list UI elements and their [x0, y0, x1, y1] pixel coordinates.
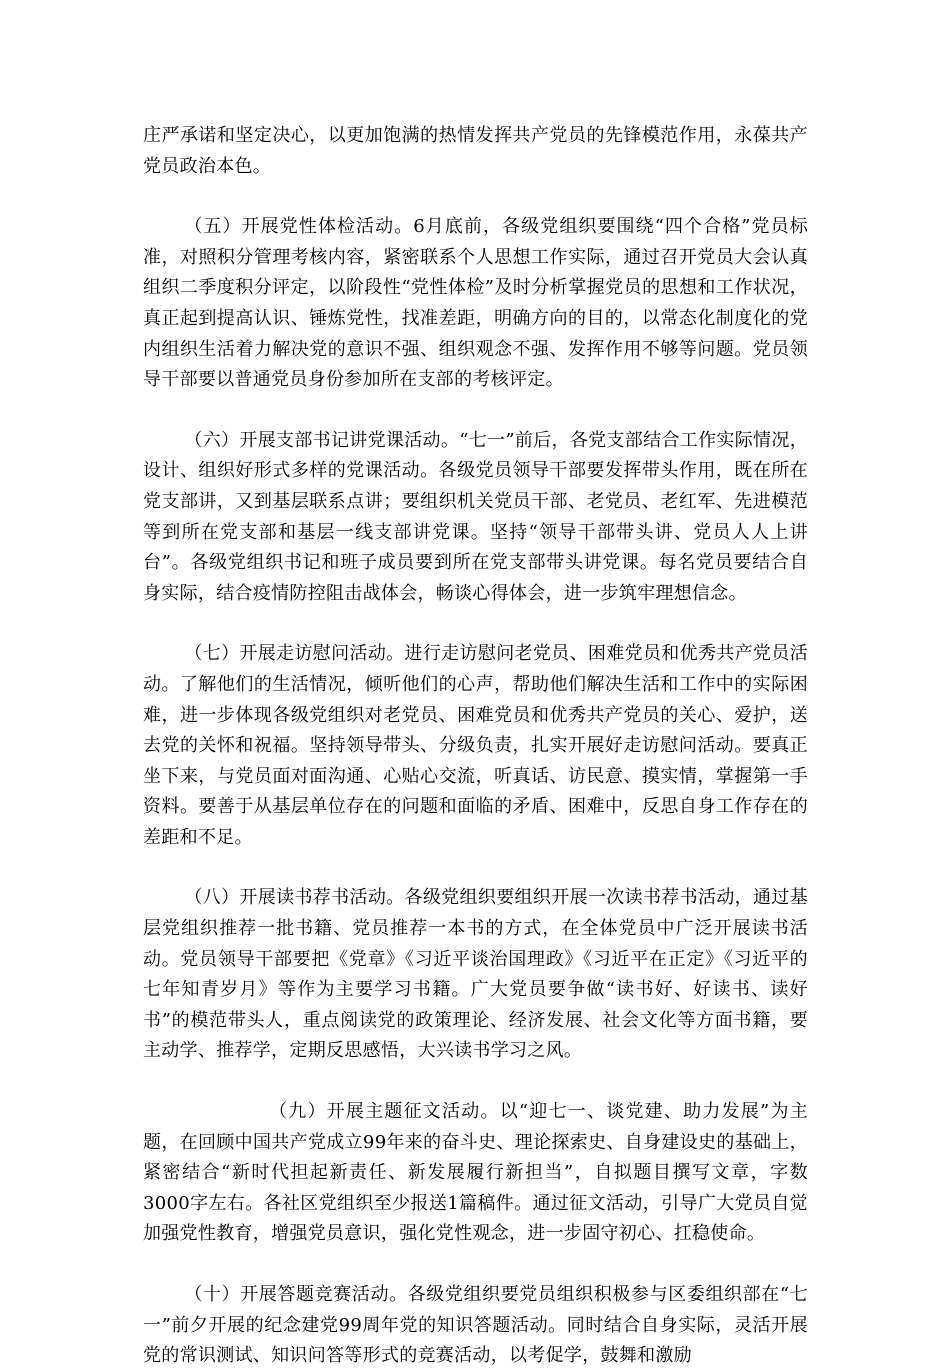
paragraph-section-10: （十）开展答题竞赛活动。各级党组织要党员组织积极参与区委组织部在“七一”前夕开展的纪念建党99周年党的知识答题活动。同时结合自身实际，灵活开展党的常识测试、知识问答等形式的竞赛活动，以考促学，鼓舞和激励	[143, 1284, 808, 1367]
document-body	[143, 121, 808, 1372]
paragraph-continuation: 庄严承诺和坚定决心，以更加饱满的热情发挥共产党员的先锋模范作用，永葆共产党员政治本色。	[143, 125, 808, 177]
paragraph-section-9: （九）开展主题征文活动。以“迎七一、谈党建、助力发展”为主题，在回顾中国共产党成立99年来的奋斗史、理论探索史、自身建设史的基础上，紧密结合“新时代担起新责任、新发展履行新担当”，自拟题目撰写文章，字数3000字左右。各社区党组织至少报送1篇稿件。通过征文活动，引导广大党员自觉加强党性教育，增强党员意识，强化党性观念，进一步固守初心、扛稳使命。	[143, 1101, 808, 1245]
paragraph-section-6: （六）开展支部书记讲党课活动。“七一”前后，各党支部结合工作实际情况，设计、组织好形式多样的党课活动。各级党员领导干部要发挥带头作用，既在所在党支部讲，又到基层联系点讲；要组织机关党员干部、老党员、老红军、先进模范等到所在党支部和基层一线支部讲党课。坚持“领导干部带头讲、党员人人上讲台”。各级党组织书记和班子成员要到所在党支部带头讲党课。每名党员要结合自身实际，结合疫情防控阻击战体会，畅谈心得体会，进一步筑牢理想信念。	[143, 429, 808, 604]
paragraph-section-8: （八）开展读书荐书活动。各级党组织要组织开展一次读书荐书活动，通过基层党组织推荐一批书籍、党员推荐一本书的方式，在全体党员中广泛开展读书活动。党员领导干部要把《党章》《习近平谈治国理政》《习近平在正定》《习近平的七年知青岁月》等作为主要学习书籍。广大党员要争做“读书好、好读书、读好书”的模范带头人，重点阅读党的政策理论、经济发展、社会文化等方面书籍，要主动学、推荐学，定期反思感悟，大兴读书学习之风。	[143, 887, 808, 1062]
paragraph-section-7: （七）开展走访慰问活动。进行走访慰问老党员、困难党员和优秀共产党员活动。了解他们的生活情况，倾听他们的心声，帮助他们解决生活和工作中的实际困难，进一步体现各级党组织对老党员、困难党员和优秀共产党员的关心、爱护，送去党的关怀和祝福。坚持领导带头、分级负责，扎实开展好走访慰问活动。要真正坐下来，与党员面对面沟通、心贴心交流，听真话、访民意、摸实情，掌握第一手资料。要善于从基层单位存在的问题和面临的矛盾、困难中，反思自身工作存在的差距和不足。	[143, 643, 808, 848]
paragraph-section-5: （五）开展党性体检活动。6月底前，各级党组织要围绕“四个合格”党员标准，对照积分管理考核内容，紧密联系个人思想工作实际，通过召开党员大会认真组织二季度积分评定，以阶段性“党性体检”及时分析掌握党员的思想和工作状况，真正起到提高认识、锤炼党性，找准差距，明确方向的目的，以常态化制度化的党内组织生活着力解决党的意识不强、组织观念不强、发挥作用不够等问题。党员领导干部要以普通党员身份参加所在支部的考核评定。	[143, 216, 808, 391]
